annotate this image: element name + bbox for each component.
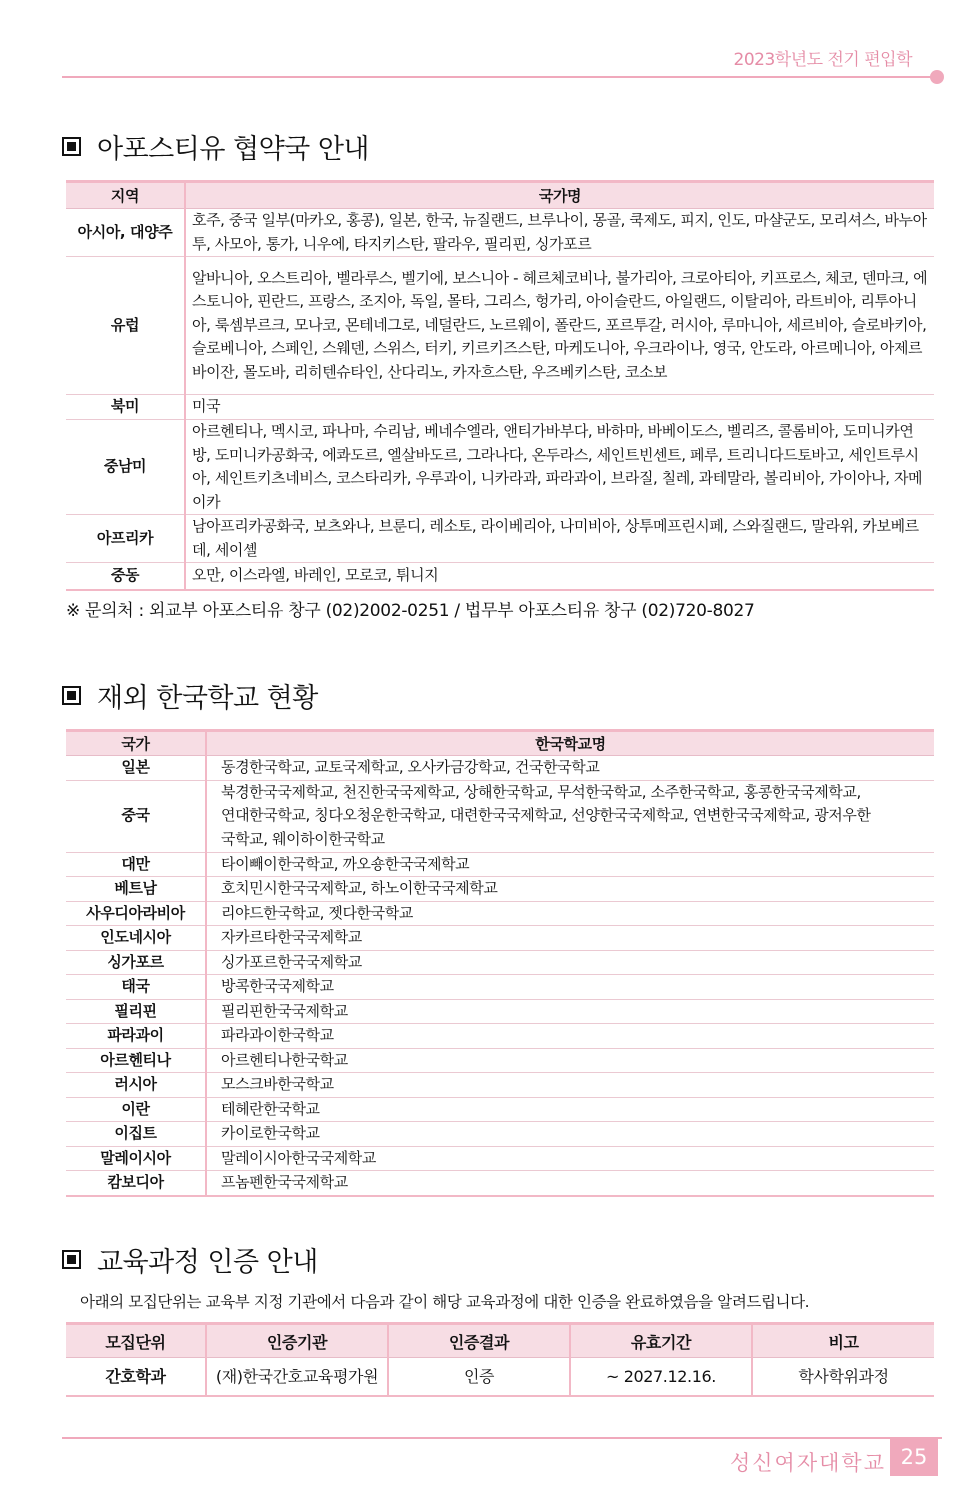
table-row <box>66 756 934 781</box>
column-header-validity: 유효기간 <box>570 1324 752 1358</box>
country-cell: 중국 <box>66 780 206 852</box>
country-cell: 필리핀 <box>66 999 206 1024</box>
table-row <box>66 901 934 926</box>
section-title-text: 교육과정 인증 안내 <box>97 1247 318 1278</box>
footer-university-name: 성신여자대학교 <box>729 1451 886 1475</box>
countries-cell: 오만, 이스라엘, 바레인, 모로코, 튀니지 <box>185 563 934 590</box>
country-cell: 이집트 <box>66 1122 206 1147</box>
country-cell: 러시아 <box>66 1073 206 1098</box>
column-header-unit: 모집단위 <box>66 1324 206 1358</box>
column-header-country: 국가 <box>66 731 206 756</box>
table-row <box>66 257 934 395</box>
schools-cell: 말레이시아한국국제학교 <box>206 1146 934 1171</box>
table-row <box>66 1122 934 1147</box>
section-title-accreditation <box>62 1240 318 1279</box>
table-row <box>66 926 934 951</box>
section-title-apostille <box>62 127 369 166</box>
korean-schools-table <box>66 729 934 1197</box>
schools-cell: 아르헨티나한국학교 <box>206 1048 934 1073</box>
schools-cell: 북경한국국제학교, 천진한국국제학교, 상해한국학교, 무석한국학교, 소주한국학교, 홍콩한국국제학교, 연대한국학교, 칭다오청운한국학교, 대련한국국제학교, 선양한국국제학교, 연변한국국제학교, 광저우한국학교, 웨이하이한국학교 <box>206 780 934 852</box>
schools-cell: 카이로한국학교 <box>206 1122 934 1147</box>
schools-cell: 호치민시한국국제학교, 하노이한국국제학교 <box>206 877 934 902</box>
countries-cell: 호주, 중국 일부(마카오, 홍콩), 일본, 한국, 뉴질랜드, 브루나이, 몽골, 쿡제도, 피지, 인도, 마샬군도, 모리셔스, 바누아투, 사모아, 통가, 니우에, 타지키스탄, 팔라우, 필리핀, 싱가포르 <box>185 209 934 257</box>
footer-line <box>62 1437 942 1439</box>
schools-cell: 리야드한국학교, 젯다한국학교 <box>206 901 934 926</box>
column-header-region: 지역 <box>66 182 185 209</box>
country-cell: 캄보디아 <box>66 1171 206 1196</box>
region-cell: 중동 <box>66 563 185 590</box>
unit-cell: 간호학과 <box>66 1358 206 1396</box>
country-cell: 파라과이 <box>66 1024 206 1049</box>
table-row <box>66 515 934 563</box>
table-row <box>66 877 934 902</box>
table-row <box>66 1146 934 1171</box>
region-cell: 아시아, 대양주 <box>66 209 185 257</box>
page-number: 25 <box>890 1438 938 1476</box>
country-cell: 대만 <box>66 852 206 877</box>
column-header-agency: 인증기관 <box>206 1324 388 1358</box>
country-cell: 이란 <box>66 1097 206 1122</box>
square-bullet-icon <box>62 686 81 705</box>
table-row <box>66 1073 934 1098</box>
country-cell: 태국 <box>66 975 206 1000</box>
schools-cell: 프놈펜한국국제학교 <box>206 1171 934 1196</box>
schools-cell: 필리핀한국국제학교 <box>206 999 934 1024</box>
country-cell: 베트남 <box>66 877 206 902</box>
region-cell: 북미 <box>66 395 185 420</box>
schools-cell: 테헤란한국학교 <box>206 1097 934 1122</box>
schools-cell: 파라과이한국학교 <box>206 1024 934 1049</box>
country-cell: 사우디아라비아 <box>66 901 206 926</box>
schools-cell: 자카르타한국국제학교 <box>206 926 934 951</box>
table-row <box>66 999 934 1024</box>
country-cell: 말레이시아 <box>66 1146 206 1171</box>
country-cell: 인도네시아 <box>66 926 206 951</box>
region-cell: 중남미 <box>66 420 185 515</box>
square-bullet-icon <box>62 1250 81 1269</box>
column-header-countries: 국가명 <box>185 182 934 209</box>
schools-cell: 싱가포르한국국제학교 <box>206 950 934 975</box>
table-row <box>66 1024 934 1049</box>
header-line <box>62 76 942 78</box>
accreditation-intro: 아래의 모집단위는 교육부 지정 기관에서 다음과 같이 해당 교육과정에 대한 인증을 완료하였음을 알려드립니다. <box>80 1293 810 1311</box>
countries-cell: 미국 <box>185 395 934 420</box>
header-dot <box>930 70 944 84</box>
table-row <box>66 395 934 420</box>
table-row <box>66 1358 934 1396</box>
table-row <box>66 209 934 257</box>
table-row <box>66 420 934 515</box>
contact-note: ※ 문의처 : 외교부 아포스티유 창구 (02)2002-0251 / 법무부 아포스티유 창구 (02)720-8027 <box>66 601 755 621</box>
schools-cell: 동경한국학교, 교토국제학교, 오사카금강학교, 건국한국학교 <box>206 756 934 781</box>
table-row <box>66 852 934 877</box>
country-cell: 일본 <box>66 756 206 781</box>
country-cell: 싱가포르 <box>66 950 206 975</box>
countries-cell: 알바니아, 오스트리아, 벨라루스, 벨기에, 보스니아 - 헤르체코비나, 불가리아, 크로아티아, 키프로스, 체코, 덴마크, 에스토니아, 핀란드, 프랑스, 조지아, 독일, 몰타, 그리스, 헝가리, 아이슬란드, 아일랜드, 이탈리아, 라트비아, 리투아니아, 룩셈부르크, 모나코, 몬테네그로, 네덜란드, 노르웨이, 폴란드, 포르투갈, 러시아, 루마니아, 세르비아, 슬로바키아, 슬로베니아, 스페인, 스웨덴, 스위스, 터키, 키르키즈스탄, 마케도니아, 우크라이나, 영국, 안도라, 아르메니아, 아제르바이잔, 몰도바, 리히텐슈타인, 산다리노, 카자흐스탄, 우즈베키스탄, 코소보 <box>185 257 934 395</box>
section-title-text: 아포스티유 협약국 안내 <box>97 134 369 165</box>
country-cell: 아르헨티나 <box>66 1048 206 1073</box>
accreditation-table <box>66 1322 934 1397</box>
schools-cell: 타이빼이한국학교, 까오숑한국국제학교 <box>206 852 934 877</box>
header-title: 2023학년도 전기 편입학 <box>733 50 912 70</box>
countries-cell: 아르헨티나, 멕시코, 파나마, 수리남, 베네수엘라, 앤티가바부다, 바하마, 바베이도스, 벨리즈, 콜롬비아, 도미니카연방, 도미니카공화국, 에콰도르, 엘살바도르, 그라나다, 온두라스, 세인트빈센트, 페루, 트리니다드토바고, 세인트루시아, 세인트키츠네비스, 코스타리카, 우루과이, 니카라과, 파라과이, 브라질, 칠레, 과테말라, 볼리비아, 가이아나, 자메이카 <box>185 420 934 515</box>
table-row <box>66 1097 934 1122</box>
schools-cell: 모스크바한국학교 <box>206 1073 934 1098</box>
table-row <box>66 780 934 852</box>
schools-cell: 방콕한국국제학교 <box>206 975 934 1000</box>
table-row <box>66 1048 934 1073</box>
countries-cell: 남아프리카공화국, 보츠와나, 브룬디, 레소토, 라이베리아, 나미비아, 상투메프린시페, 스와질랜드, 말라위, 카보베르데, 세이셸 <box>185 515 934 563</box>
validity-cell: ~ 2027.12.16. <box>570 1358 752 1396</box>
table-row <box>66 975 934 1000</box>
section-title-text: 재외 한국학교 현황 <box>97 683 318 714</box>
remarks-cell: 학사학위과정 <box>752 1358 934 1396</box>
apostille-table <box>66 180 934 591</box>
column-header-remarks: 비고 <box>752 1324 934 1358</box>
agency-cell: (재)한국간호교육평가원 <box>206 1358 388 1396</box>
square-bullet-icon <box>62 137 81 156</box>
column-header-schools: 한국학교명 <box>206 731 934 756</box>
column-header-result: 인증결과 <box>388 1324 570 1358</box>
table-row <box>66 1171 934 1196</box>
table-row <box>66 950 934 975</box>
region-cell: 유럽 <box>66 257 185 395</box>
table-row <box>66 563 934 590</box>
section-title-korean-schools <box>62 676 318 715</box>
region-cell: 아프리카 <box>66 515 185 563</box>
result-cell: 인증 <box>388 1358 570 1396</box>
